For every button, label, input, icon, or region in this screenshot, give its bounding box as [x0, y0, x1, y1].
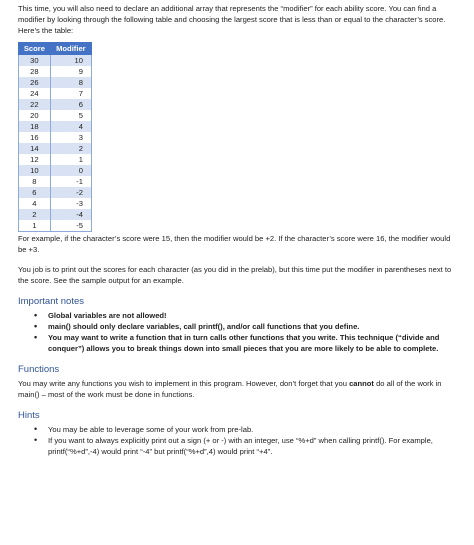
modifier-cell: 3 — [50, 132, 91, 143]
modifier-cell: 5 — [50, 110, 91, 121]
modifier-cell: -1 — [50, 176, 91, 187]
score-cell: 18 — [19, 121, 51, 132]
modifier-cell: 2 — [50, 143, 91, 154]
table-row — [19, 66, 92, 77]
table-row — [19, 88, 92, 99]
example-paragraph: For example, if the character’s score were 15, then the modifier would be +2. If the character’s score were 16, the modifier would be +3. — [18, 234, 451, 254]
table-row — [19, 187, 92, 198]
modifier-cell: -3 — [50, 198, 91, 209]
score-cell: 6 — [19, 187, 51, 198]
important-notes-list — [18, 310, 460, 354]
table-row — [19, 55, 92, 67]
list-item: • You may be able to leverage some of your work from pre-lab. — [18, 424, 460, 435]
table-row — [19, 121, 92, 132]
functions-text-before: You may write any functions you wish to implement in this program. However, don’t forget that you — [18, 379, 350, 388]
table-row — [19, 143, 92, 154]
score-cell: 28 — [19, 66, 51, 77]
table-row — [19, 110, 92, 121]
table-row — [19, 220, 92, 232]
score-cell: 2 — [19, 209, 51, 220]
important-notes-heading: Important notes — [18, 296, 85, 307]
score-cell: 10 — [19, 165, 51, 176]
modifier-cell: 10 — [50, 55, 91, 67]
list-item: • main() should only declare variables, call printf(), and/or call functions that you define. — [18, 321, 460, 332]
score-cell: 1 — [19, 220, 51, 232]
score-cell: 30 — [19, 55, 51, 67]
list-item: • You may want to write a function that in turn calls other functions that you write. This technique (“divide and conquer”) allows you to break things down into small pieces that you are more likely to be able to complete. — [18, 332, 460, 354]
functions-paragraph — [18, 378, 460, 400]
modifier-cell: 0 — [50, 165, 91, 176]
functions-text-bold: cannot — [349, 379, 374, 388]
score-cell: 26 — [19, 77, 51, 88]
table-row — [19, 209, 92, 220]
table-row — [19, 77, 92, 88]
score-cell: 22 — [19, 99, 51, 110]
modifier-cell: -5 — [50, 220, 91, 232]
modifier-cell: 7 — [50, 88, 91, 99]
score-cell: 14 — [19, 143, 51, 154]
score-cell: 24 — [19, 88, 51, 99]
list-item: • Global variables are not allowed! — [18, 310, 460, 321]
modifier-cell: 4 — [50, 121, 91, 132]
functions-text-after: do all of the work in main() – most of the work must be done in functions. — [18, 379, 442, 399]
table-row — [19, 132, 92, 143]
intro-paragraph: This time, you will also need to declare an additional array that represents the “modifier” for each ability score. You can find a modifier by looking through the following table and choosing the largest score that is less than or equal to the character’s score. Here’s the table: — [18, 4, 446, 35]
functions-heading: Functions — [18, 364, 60, 375]
table-row — [19, 176, 92, 187]
score-cell: 20 — [19, 110, 51, 121]
hints-heading: Hints — [18, 410, 40, 421]
table-row — [19, 99, 92, 110]
modifier-cell: -4 — [50, 209, 91, 220]
modifier-cell: 6 — [50, 99, 91, 110]
modifier-cell: 8 — [50, 77, 91, 88]
table-row — [19, 165, 92, 176]
hints-list — [18, 424, 460, 457]
table-row — [19, 198, 92, 209]
score-cell: 4 — [19, 198, 51, 209]
score-cell: 8 — [19, 176, 51, 187]
modifier-header: Modifier — [50, 43, 91, 55]
table-header-row — [19, 43, 92, 55]
score-cell: 16 — [19, 132, 51, 143]
list-item: • If you want to always explicitly print out a sign (+ or -) with an integer, use “%+d” when calling printf(). For example, printf(“%+d”,-4) would print “-4” but printf(“%+d”,4) would print “+4”. — [18, 435, 460, 457]
job-paragraph: You job is to print out the scores for each character (as you did in the prelab), but this time put the modifier in parentheses next to the score. See the sample output for an example. — [18, 265, 452, 285]
modifier-cell: -2 — [50, 187, 91, 198]
modifier-cell: 1 — [50, 154, 91, 165]
score-header: Score — [19, 43, 51, 55]
modifier-table — [18, 42, 92, 232]
table-row — [19, 154, 92, 165]
score-cell: 12 — [19, 154, 51, 165]
modifier-cell: 9 — [50, 66, 91, 77]
